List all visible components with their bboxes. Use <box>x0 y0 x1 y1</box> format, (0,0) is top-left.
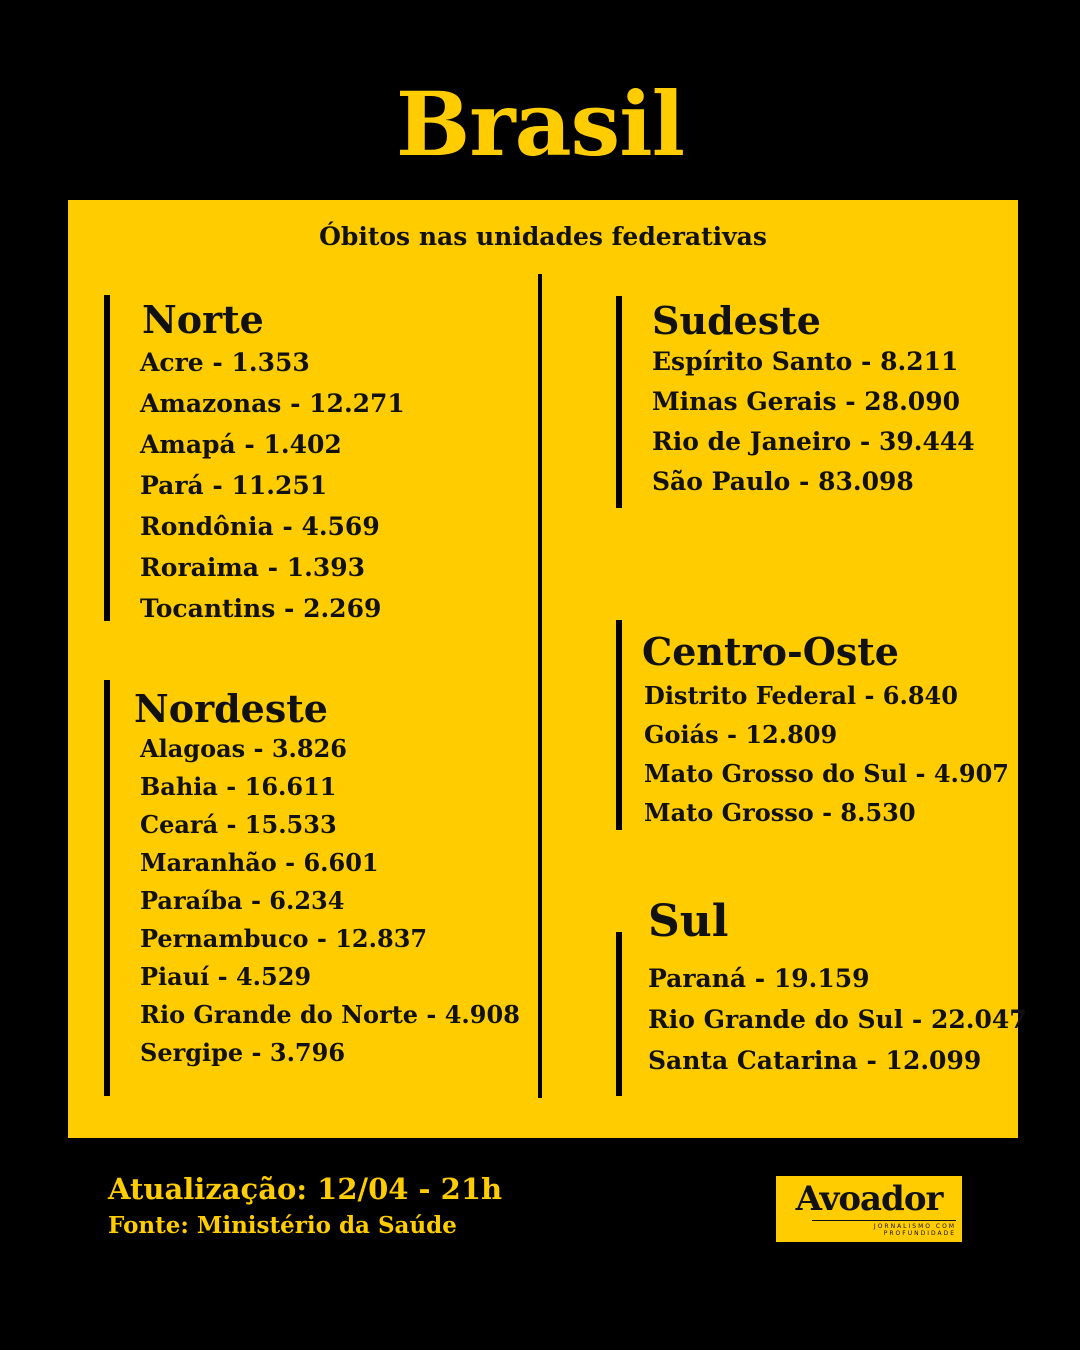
region-heading: Nordeste <box>134 686 328 731</box>
logo-slogan: JORNALISMO COM PROFUNDIDADE <box>812 1220 956 1237</box>
panel-subtitle: Óbitos nas unidades federativas <box>319 222 767 251</box>
list-item: Paraná - 19.159 <box>648 964 870 993</box>
region-heading: Norte <box>142 297 264 342</box>
list-item: Amapá - 1.402 <box>140 430 342 459</box>
region-bar <box>616 620 622 830</box>
list-item: Mato Grosso do Sul - 4.907 <box>644 759 1009 788</box>
list-item: Tocantins - 2.269 <box>140 594 382 623</box>
region-list <box>648 958 1027 1081</box>
page-title: Brasil <box>395 72 685 176</box>
source-credit: Fonte: Ministério da Saúde <box>108 1212 457 1239</box>
list-item: Rondônia - 4.569 <box>140 512 380 541</box>
list-item: Pará - 11.251 <box>140 471 328 500</box>
list-item: Paraíba - 6.234 <box>140 886 345 915</box>
list-item: Maranhão - 6.601 <box>140 848 379 877</box>
list-item: Piauí - 4.529 <box>140 962 312 991</box>
list-item: Rio Grande do Sul - 22.047 <box>648 1005 1027 1034</box>
region-list <box>652 342 975 502</box>
list-item: Amazonas - 12.271 <box>140 389 405 418</box>
avoador-logo <box>776 1176 962 1242</box>
list-item: Espírito Santo - 8.211 <box>652 347 959 376</box>
deaths-panel <box>68 200 1027 1138</box>
list-item: Rio Grande do Norte - 4.908 <box>140 1000 520 1029</box>
list-item: São Paulo - 83.098 <box>652 467 914 496</box>
list-item: Sergipe - 3.796 <box>140 1038 346 1067</box>
list-item: Santa Catarina - 12.099 <box>648 1046 982 1075</box>
list-item: Goiás - 12.809 <box>644 720 838 749</box>
region-heading: Sul <box>648 896 729 947</box>
region-bar <box>616 932 622 1096</box>
list-item: Alagoas - 3.826 <box>140 734 347 763</box>
region-bar <box>104 295 110 621</box>
list-item: Minas Gerais - 28.090 <box>652 387 960 416</box>
list-item: Pernambuco - 12.837 <box>140 924 428 953</box>
list-item: Rio de Janeiro - 39.444 <box>652 427 975 456</box>
column-divider <box>538 274 542 1098</box>
list-item: Bahia - 16.611 <box>140 772 337 801</box>
region-heading: Sudeste <box>652 298 821 343</box>
logo-name: Avoador <box>795 1179 943 1219</box>
region-list <box>140 730 520 1072</box>
region-list <box>644 676 1009 832</box>
region-bar <box>104 680 110 1096</box>
list-item: Ceará - 15.533 <box>140 810 337 839</box>
region-heading: Centro-Oste <box>642 629 899 674</box>
list-item: Distrito Federal - 6.840 <box>644 681 958 710</box>
region-list <box>140 342 405 629</box>
list-item: Roraima - 1.393 <box>140 553 366 582</box>
region-bar <box>616 296 622 508</box>
update-timestamp: Atualização: 12/04 - 21h <box>108 1172 503 1206</box>
list-item: Mato Grosso - 8.530 <box>644 798 916 827</box>
list-item: Acre - 1.353 <box>140 348 310 377</box>
